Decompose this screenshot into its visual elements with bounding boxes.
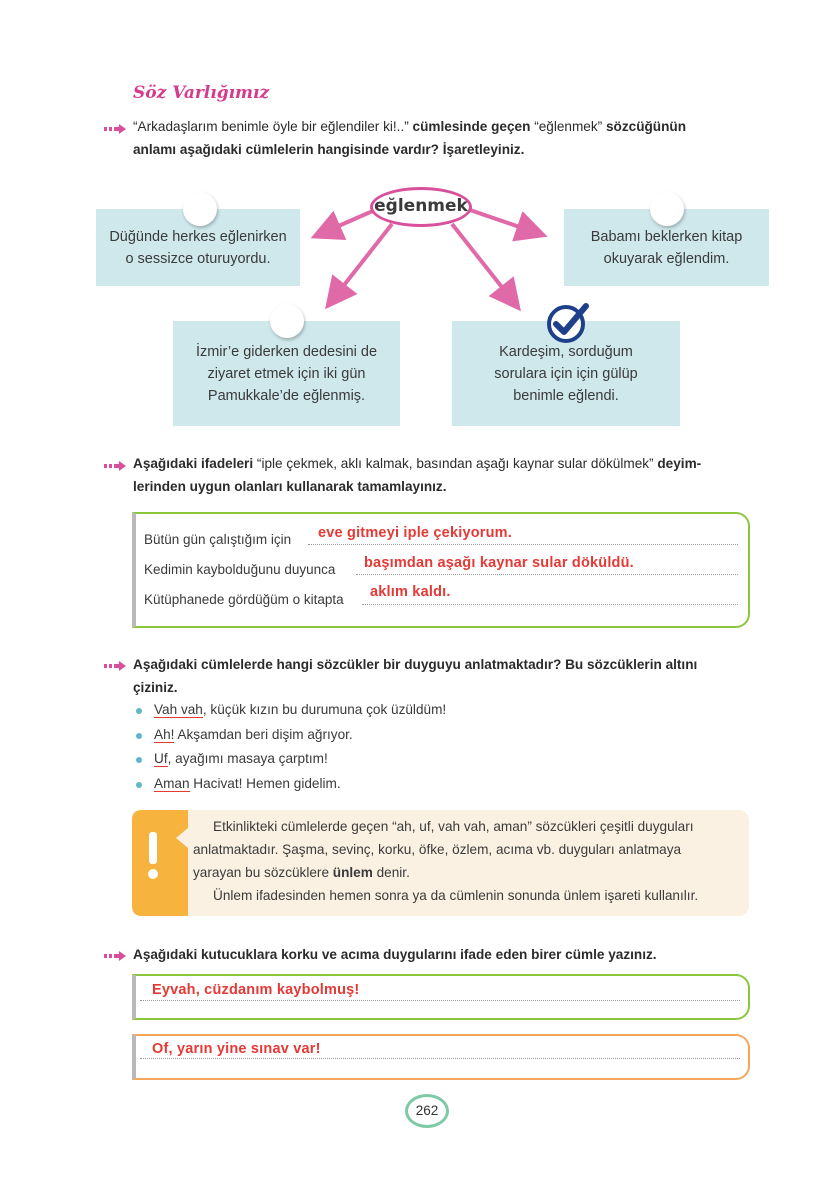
option-4-line2: sorulara için için gülüp bbox=[494, 365, 638, 382]
fill-prompt-2: Kedimin kaybolduğunu duyunca bbox=[144, 562, 336, 577]
option-3-line1: İzmir’e giderken dedesini de bbox=[195, 343, 378, 360]
section-title: Söz Varlığımız bbox=[133, 83, 270, 103]
check-circle-option-2[interactable] bbox=[650, 192, 684, 226]
option-1-line1: Düğünde herkes eğlenirken bbox=[109, 228, 287, 245]
q2-bold1: Aşağıdaki ifadeleri bbox=[133, 456, 254, 471]
note-p1-line2: anlatmaktadır. Şaşma, sevinç, korku, öfke, özlem, acıma vb. duyguları anlatmaya bbox=[193, 842, 682, 857]
fill-answer-2: başımdan aşağı kaynar sular döküldü. bbox=[364, 555, 634, 571]
arrow-bullet-icon bbox=[104, 661, 126, 671]
bullet-3-word: Uf bbox=[154, 751, 168, 766]
note-text bbox=[193, 815, 743, 907]
option-3-line2: ziyaret etmek için iki gün bbox=[207, 365, 366, 382]
checkmark-icon bbox=[546, 302, 590, 344]
note-p1-line3-b: ünlem bbox=[332, 865, 373, 880]
option-4-line3: benimle eğlendi. bbox=[513, 387, 619, 404]
q2-line2: lerinden uygun olanları kullanarak tamamlayınız. bbox=[133, 479, 447, 494]
fill-answer-1: eve gitmeyi iple çekiyorum. bbox=[318, 525, 512, 541]
option-3-line3: Pamukkale’de eğlenmiş. bbox=[207, 387, 366, 404]
note-p1-line3 bbox=[193, 861, 743, 884]
page-number: 262 bbox=[405, 1094, 449, 1128]
bullet-item-4 bbox=[154, 776, 341, 791]
note-p2: Ünlem ifadesinden hemen sonra ya da cümlenin sonunda ünlem işareti kullanılır. bbox=[213, 888, 699, 903]
bullet-dot bbox=[136, 733, 142, 739]
bullet-dot bbox=[136, 708, 142, 714]
option-2-line2: okuyarak eğlendim. bbox=[603, 250, 730, 267]
question-2 bbox=[133, 452, 758, 498]
arrow-bullet-icon bbox=[104, 461, 126, 471]
bullet-1-rest: , küçük kızın bu durumuna çok üzüldüm! bbox=[202, 702, 447, 717]
fill-prompt-1: Bütün gün çalıştığım için bbox=[144, 532, 292, 547]
q1-bold2: sözcüğünün bbox=[605, 119, 687, 134]
bullet-item-2 bbox=[154, 727, 353, 742]
fill-prompt-3: Kütüphanede gördüğüm o kitapta bbox=[144, 592, 344, 607]
bullet-1-word: Vah vah bbox=[154, 702, 203, 717]
arrow-to-option-3 bbox=[330, 224, 392, 303]
fill-answer-3: aklım kaldı. bbox=[370, 584, 451, 600]
question-4: Aşağıdaki kutucuklara korku ve acıma duygularını ifade eden birer cümle yazınız. bbox=[133, 947, 657, 962]
option-1-line2: o sessizce oturuyordu. bbox=[125, 250, 271, 267]
q3-line1: Aşağıdaki cümlelerde hangi sözcükler bir duyguyu anlatmaktadır? Bu sözcüklerin altını bbox=[133, 657, 698, 672]
answer-text-1: Eyvah, cüzdanım kaybolmuş! bbox=[152, 982, 360, 998]
note-p1-line3-c: denir. bbox=[376, 865, 410, 880]
q1-line2: anlamı aşağıdaki cümlelerin hangisinde vardır? İşaretleyiniz. bbox=[133, 142, 525, 157]
q1-quote2: “eğlenmek” bbox=[534, 119, 603, 134]
exclamation-icon bbox=[132, 810, 188, 916]
bullet-3-rest: , ayağımı masaya çarptım! bbox=[167, 751, 328, 766]
arrow-bullet-icon bbox=[104, 951, 126, 961]
answer-text-2: Of, yarın yine sınav var! bbox=[152, 1041, 321, 1057]
q3-line2: çiziniz. bbox=[133, 680, 178, 695]
bullet-2-word: Ah! bbox=[154, 727, 175, 742]
bullet-2-rest: Akşamdan beri dişim ağrıyor. bbox=[174, 727, 353, 742]
q2-quote: “iple çekmek, aklı kalmak, basından aşağı kaynar sular dökülmek” bbox=[256, 456, 654, 471]
bullet-item-3 bbox=[154, 751, 328, 766]
bullet-4-word: Aman bbox=[154, 776, 190, 791]
q2-bold2: deyim- bbox=[657, 456, 702, 471]
option-2-line1: Babamı beklerken kitap bbox=[590, 228, 743, 245]
arrow-to-option-1 bbox=[318, 210, 375, 235]
q1-bold1: cümlesinde geçen bbox=[412, 119, 531, 134]
option-4-line1: Kardeşim, sorduğum bbox=[499, 343, 633, 360]
bullet-4-rest: Hacivat! Hemen gidelim. bbox=[189, 776, 341, 791]
check-circle-option-1[interactable] bbox=[183, 192, 217, 226]
bullet-dot bbox=[136, 782, 142, 788]
q1-quote: “Arkadaşlarım benimle öyle bir eğlendiler ki!..” bbox=[133, 119, 409, 134]
central-word-bubble: eğlenmek bbox=[370, 187, 472, 227]
check-circle-option-3[interactable] bbox=[270, 304, 304, 338]
note-p1-line3-a: yarayan bu sözcüklere bbox=[193, 865, 330, 880]
bullet-dot bbox=[136, 757, 142, 763]
bullet-item-1 bbox=[154, 702, 446, 717]
note-p1-line1: Etkinlikteki cümlelerde geçen “ah, uf, vah vah, aman” sözcükleri çeşitli duyguları bbox=[213, 819, 694, 834]
arrow-to-option-4 bbox=[452, 224, 516, 305]
arrow-to-option-2 bbox=[470, 210, 540, 234]
question-3 bbox=[133, 653, 758, 699]
